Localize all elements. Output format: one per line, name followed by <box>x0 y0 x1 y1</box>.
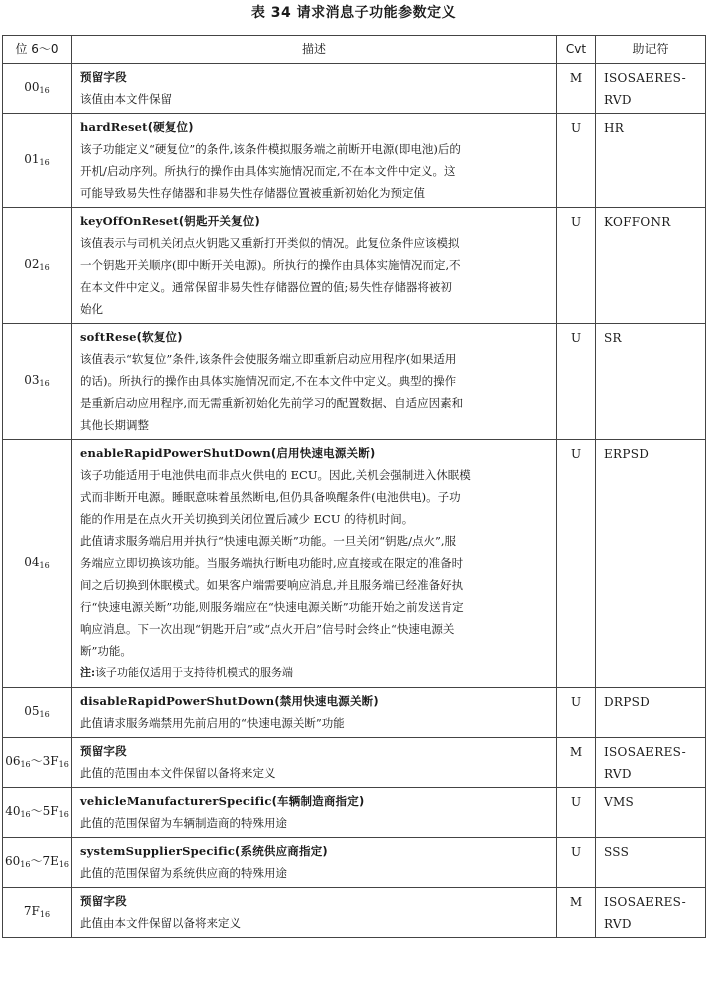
bits-cell <box>3 838 72 888</box>
bits-value: 40 <box>5 803 21 818</box>
bits-value: 04 <box>24 554 40 569</box>
description-line: 该子功能适用于电池供电而非点火供电的 ECU。因此,关机会强制进入休眠模 <box>80 468 471 482</box>
description-line: 该值由本文件保留 <box>80 92 172 106</box>
bits-radix: 16 <box>39 262 50 272</box>
description-line: 此值的范围由本文件保留以备将来定义 <box>80 766 276 780</box>
subfunction-id: softRese <box>80 330 137 344</box>
bits-cell <box>3 114 72 208</box>
description-line: 此值由本文件保留以备将来定义 <box>80 916 241 930</box>
bits-radix: 16 <box>20 859 31 869</box>
subfunction-name <box>80 210 550 232</box>
bits-value: 06 <box>5 753 21 768</box>
mnemonic-line: HR <box>604 121 625 135</box>
description-line: 断”功能。 <box>80 644 132 658</box>
description-line: 响应消息。下一次出现“钥匙开启”或“点火开启”信号时会终止“快速电源关 <box>80 622 455 636</box>
bits-value: 02 <box>24 256 40 271</box>
subfunction-id: 预留字段 <box>80 744 127 758</box>
subfunction-name <box>80 790 550 812</box>
description-cell <box>72 738 557 788</box>
mnemonic-cell <box>596 114 706 208</box>
mnemonic-cell <box>596 64 706 114</box>
description-line: 间之后切换到休眠模式。如果客户端需要响应消息,并且服务端已经准备好执 <box>80 578 464 592</box>
description-cell <box>72 114 557 208</box>
bits-value: 7F <box>23 903 40 918</box>
bits-cell <box>3 440 72 688</box>
table-row <box>3 888 706 938</box>
subfunction-id: vehicleManufacturerSpecific <box>80 794 272 808</box>
description-line: 在本文件中定义。通常保留非易失性存储器位置的值;易失性存储器将被初 <box>80 280 452 294</box>
mnemonic-line: VMS <box>604 795 635 809</box>
mnemonic-line: SR <box>604 331 622 345</box>
description-cell <box>72 324 557 440</box>
table-row <box>3 688 706 738</box>
description-line: 该值表示与司机关闭点火钥匙又重新打开类似的情况。此复位条件应该模拟 <box>80 236 460 250</box>
subfunction-id: keyOffOnReset <box>80 214 179 228</box>
cvt-cell: U <box>557 208 596 324</box>
cvt-cell: U <box>557 838 596 888</box>
mnemonic-cell <box>596 208 706 324</box>
description-line: 始化 <box>80 302 103 316</box>
description-line: 该值表示“软复位”条件,该条件会使服务端立即重新启动应用程序(如果适用 <box>80 352 457 366</box>
note-label: 注: <box>80 666 96 679</box>
description-line: 式而非断开电源。睡眠意味着虽然断电,但仍具备唤醒条件(电池供电)。子功 <box>80 490 461 504</box>
note <box>80 662 550 684</box>
description-line: 行“快速电源关断”功能,则服务端应在“快速电源关断”功能开始之前发送肯定 <box>80 600 464 614</box>
mnemonic-line: SSS <box>604 845 630 859</box>
subfunction-name <box>80 116 550 138</box>
mnemonic-cell <box>596 440 706 688</box>
bits-cell <box>3 688 72 738</box>
description-cell <box>72 688 557 738</box>
description-line: 开机/启动序列。所执行的操作由具体实施情况而定,不在本文件中定义。这 <box>80 164 456 178</box>
subfunction-id: 预留字段 <box>80 894 127 908</box>
table-row <box>3 738 706 788</box>
description-line: 能的作用是在点火开关切换到关闭位置后减少 ECU 的待机时间。 <box>80 512 414 526</box>
mnemonic-cell <box>596 738 706 788</box>
subfunction-id: enableRapidPowerShutDown <box>80 446 271 460</box>
cvt-cell: M <box>557 888 596 938</box>
subfunction-name-zh: (车辆制造商指定) <box>271 794 365 808</box>
bits-radix: 16 <box>39 709 50 719</box>
subfunction-name <box>80 326 550 348</box>
subfunction-name-zh: (硬复位) <box>147 120 194 134</box>
bits-cell <box>3 788 72 838</box>
mnemonic-line: ISOSAERES- <box>604 71 686 85</box>
subfunction-name <box>80 690 550 712</box>
description-line: 是重新启动应用程序,而无需重新初始化先前学习的配置数据、自适应因素和 <box>80 396 464 410</box>
description-cell <box>72 838 557 888</box>
mnemonic-cell <box>596 888 706 938</box>
cvt-cell: U <box>557 114 596 208</box>
subfunction-name-zh: (软复位) <box>136 330 183 344</box>
description-cell <box>72 64 557 114</box>
table-row <box>3 324 706 440</box>
description-line: 此值请求服务端禁用先前启用的“快速电源关断”功能 <box>80 716 345 730</box>
subfunction-id: 预留字段 <box>80 70 127 84</box>
bits-radix: 16 <box>39 85 50 95</box>
description-line: 一个钥匙开关顺序(即中断开关电源)。所执行的操作由具体实施情况而定,不 <box>80 258 461 272</box>
cvt-cell: M <box>557 64 596 114</box>
subfunction-name-zh: (启用快速电源关断) <box>270 446 376 460</box>
header-cvt: Cvt <box>557 36 596 64</box>
bits-radix: 16 <box>20 759 31 769</box>
description-line: 此值的范围保留为系统供应商的特殊用途 <box>80 866 287 880</box>
table-row <box>3 114 706 208</box>
mnemonic-line: KOFFONR <box>604 215 671 229</box>
header-description: 描述 <box>72 36 557 64</box>
description-line: 可能导致易失性存储器和非易失性存储器位置被重新初始化为预定值 <box>80 186 425 200</box>
mnemonic-line: DRPSD <box>604 695 651 709</box>
table-row <box>3 440 706 688</box>
header-bits: 位 6～0 <box>3 36 72 64</box>
subfunction-name-zh: (钥匙开关复位) <box>178 214 260 228</box>
mnemonic-cell <box>596 838 706 888</box>
description-cell <box>72 888 557 938</box>
mnemonic-line: RVD <box>604 767 632 781</box>
bits-range-radix: 16 <box>58 809 69 819</box>
description-line: 此值请求服务端启用并执行“快速电源关断”功能。一旦关闭“钥匙/点火”,服 <box>80 534 457 548</box>
cvt-cell: U <box>557 440 596 688</box>
description-cell <box>72 788 557 838</box>
mnemonic-line: ISOSAERES- <box>604 895 686 909</box>
bits-value: 03 <box>24 372 40 387</box>
subfunction-name <box>80 890 550 912</box>
bits-value: 01 <box>24 151 40 166</box>
bits-value: 05 <box>24 703 40 718</box>
bits-value: 00 <box>24 79 40 94</box>
bits-range-end: ～5F <box>30 803 59 818</box>
note-text: 该子功能仅适用于支持待机模式的服务端 <box>95 666 294 679</box>
description-line: 其他长期调整 <box>80 418 149 432</box>
subfunction-id: systemSupplierSpecific <box>80 844 236 858</box>
bits-radix: 16 <box>39 157 50 167</box>
subfunction-name <box>80 840 550 862</box>
subfunction-id: hardReset <box>80 120 148 134</box>
description-line: 务端应立即切换该功能。当服务端执行断电功能时,应直接或在限定的准备时 <box>80 556 464 570</box>
subfunction-id: disableRapidPowerShutDown <box>80 694 275 708</box>
bits-cell <box>3 738 72 788</box>
mnemonic-cell <box>596 788 706 838</box>
subfunction-name <box>80 66 550 88</box>
table-row <box>3 64 706 114</box>
cvt-cell: U <box>557 788 596 838</box>
mnemonic-cell <box>596 324 706 440</box>
bits-range-radix: 16 <box>58 759 69 769</box>
subfunction-name <box>80 442 550 464</box>
bits-cell <box>3 888 72 938</box>
mnemonic-line: ERPSD <box>604 447 650 461</box>
table-row <box>3 208 706 324</box>
bits-value: 60 <box>4 853 21 868</box>
bits-range-end: ～7E <box>30 853 59 868</box>
bits-cell <box>3 208 72 324</box>
description-line: 的话)。所执行的操作由具体实施情况而定,不在本文件中定义。典型的操作 <box>80 374 457 388</box>
mnemonic-line: RVD <box>604 917 632 931</box>
subfunction-name-zh: (系统供应商指定) <box>235 844 328 858</box>
mnemonic-line: ISOSAERES- <box>604 745 686 759</box>
table-row <box>3 788 706 838</box>
bits-radix: 16 <box>20 809 31 819</box>
bits-cell <box>3 324 72 440</box>
description-cell <box>72 208 557 324</box>
cvt-cell: M <box>557 738 596 788</box>
table-header-row <box>3 36 706 64</box>
mnemonic-line: RVD <box>604 93 632 107</box>
bits-range-end: ～3F <box>30 753 59 768</box>
description-cell <box>72 440 557 688</box>
bits-radix: 16 <box>39 909 51 919</box>
bits-radix: 16 <box>39 378 50 388</box>
table-row <box>3 838 706 888</box>
description-line: 此值的范围保留为车辆制造商的特殊用途 <box>80 816 287 830</box>
header-mnemonic: 助记符 <box>596 36 706 64</box>
bits-radix: 16 <box>39 560 50 570</box>
cvt-cell: U <box>557 688 596 738</box>
table-caption: 表 34 请求消息子功能参数定义 <box>250 5 457 21</box>
mnemonic-cell <box>596 688 706 738</box>
subfunction-name-zh: (禁用快速电源关断) <box>274 694 379 708</box>
subfunction-name <box>80 740 550 762</box>
subfunction-table <box>2 35 706 938</box>
description-line: 该子功能定义“硬复位”的条件,该条件模拟服务端之前断开电源(即电池)后的 <box>80 142 461 156</box>
cvt-cell: U <box>557 324 596 440</box>
bits-range-radix: 16 <box>58 859 70 869</box>
bits-cell <box>3 64 72 114</box>
